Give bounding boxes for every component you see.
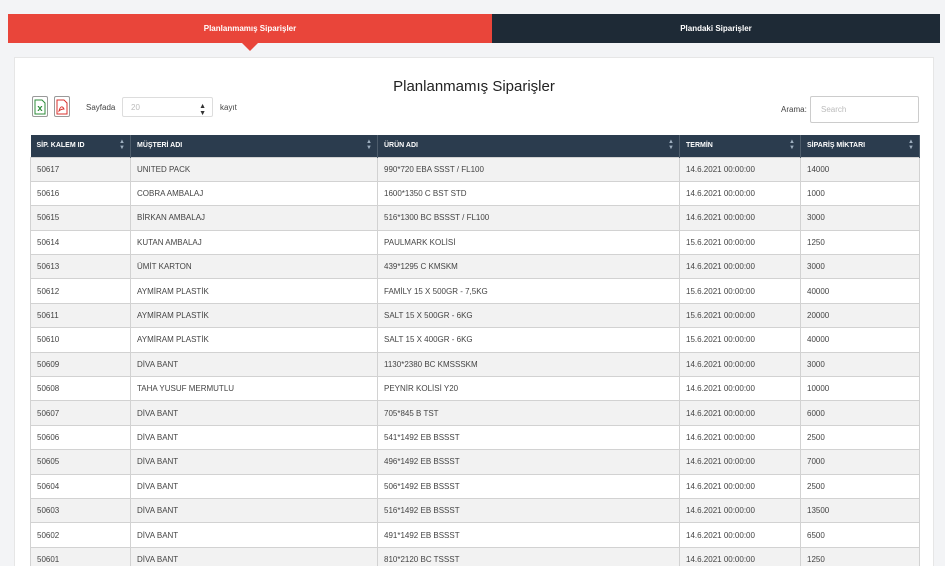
sort-arrows-icon: ▲ ▼ <box>789 139 795 151</box>
due-date-cell: 14.6.2021 00:00:00 <box>680 255 801 279</box>
customer-name-cell: KUTAN AMBALAJ <box>131 230 378 254</box>
order-item-id-cell: 50610 <box>31 328 131 352</box>
order-quantity-cell: 20000 <box>801 303 920 327</box>
customer-name-cell: COBRA AMBALAJ <box>131 181 378 205</box>
order-quantity-cell: 3000 <box>801 352 920 376</box>
product-name-cell: 1130*2380 BC KMSSSKM <box>378 352 680 376</box>
due-date-cell: 14.6.2021 00:00:00 <box>680 401 801 425</box>
order-item-id-cell: 50612 <box>31 279 131 303</box>
order-quantity-cell: 6000 <box>801 401 920 425</box>
pdf-export-icon <box>56 99 68 115</box>
order-item-id-cell: 50615 <box>31 206 131 230</box>
due-date-cell: 15.6.2021 00:00:00 <box>680 230 801 254</box>
svg-text:X: X <box>37 104 43 113</box>
tab-unplanned-orders[interactable]: Planlanmamış Siparişler <box>8 14 492 43</box>
due-date-cell: 14.6.2021 00:00:00 <box>680 352 801 376</box>
product-name-cell: 516*1300 BC BSSST / FL100 <box>378 206 680 230</box>
order-quantity-cell: 3000 <box>801 255 920 279</box>
table-row[interactable] <box>31 498 920 522</box>
customer-name-cell: ÜMİT KARTON <box>131 255 378 279</box>
column-header-customer-name[interactable]: MÜŞTERİ ADI ▲ ▼ <box>131 135 378 157</box>
product-name-cell: 439*1295 C KMSKM <box>378 255 680 279</box>
table-row[interactable] <box>31 279 920 303</box>
order-item-id-cell: 50601 <box>31 547 131 566</box>
table-row[interactable] <box>31 352 920 376</box>
table-row[interactable] <box>31 328 920 352</box>
product-name-cell: 541*1492 EB BSSST <box>378 425 680 449</box>
product-name-cell: FAMİLY 15 X 500GR - 7,5KG <box>378 279 680 303</box>
column-header-due-date[interactable]: TERMİN ▲ ▼ <box>680 135 801 157</box>
sort-arrows-icon: ▲ ▼ <box>908 139 914 151</box>
search-input[interactable] <box>810 96 919 123</box>
excel-export-icon <box>34 99 46 115</box>
order-item-id-cell: 50603 <box>31 498 131 522</box>
table-row[interactable] <box>31 255 920 279</box>
order-quantity-cell: 40000 <box>801 328 920 352</box>
table-header-row <box>31 135 920 157</box>
order-item-id-cell: 50614 <box>31 230 131 254</box>
customer-name-cell: DİVA BANT <box>131 498 378 522</box>
customer-name-cell: DİVA BANT <box>131 547 378 566</box>
order-item-id-cell: 50613 <box>31 255 131 279</box>
table-row[interactable] <box>31 303 920 327</box>
order-item-id-cell: 50607 <box>31 401 131 425</box>
due-date-cell: 15.6.2021 00:00:00 <box>680 279 801 303</box>
product-name-cell: 990*720 EBA SSST / FL100 <box>378 157 680 181</box>
table-row[interactable] <box>31 425 920 449</box>
page-size-select[interactable] <box>122 97 213 117</box>
product-name-cell: PAULMARK KOLİSİ <box>378 230 680 254</box>
customer-name-cell: DİVA BANT <box>131 450 378 474</box>
order-item-id-cell: 50617 <box>31 157 131 181</box>
customer-name-cell: DİVA BANT <box>131 425 378 449</box>
order-item-id-cell: 50611 <box>31 303 131 327</box>
orders-table <box>30 135 920 566</box>
product-name-cell: SALT 15 X 500GR - 6KG <box>378 303 680 327</box>
due-date-cell: 14.6.2021 00:00:00 <box>680 181 801 205</box>
product-name-cell: PEYNİR KOLİSİ Y20 <box>378 377 680 401</box>
order-item-id-cell: 50609 <box>31 352 131 376</box>
due-date-cell: 14.6.2021 00:00:00 <box>680 474 801 498</box>
product-name-cell: SALT 15 X 400GR - 6KG <box>378 328 680 352</box>
records-label: kayıt <box>220 103 237 112</box>
customer-name-cell: UNITED PACK <box>131 157 378 181</box>
order-quantity-cell: 14000 <box>801 157 920 181</box>
tab-planned-orders[interactable]: Plandaki Siparişler <box>492 14 940 43</box>
due-date-cell: 14.6.2021 00:00:00 <box>680 425 801 449</box>
column-header-order-quantity[interactable]: SİPARİŞ MİKTARI ▲ ▼ <box>801 135 920 157</box>
due-date-cell: 15.6.2021 00:00:00 <box>680 303 801 327</box>
sort-arrows-icon: ▲ ▼ <box>119 139 125 151</box>
order-item-id-cell: 50608 <box>31 377 131 401</box>
search-label: Arama: <box>781 105 807 114</box>
due-date-cell: 14.6.2021 00:00:00 <box>680 157 801 181</box>
order-quantity-cell: 40000 <box>801 279 920 303</box>
customer-name-cell: AYMİRAM PLASTİK <box>131 279 378 303</box>
due-date-cell: 15.6.2021 00:00:00 <box>680 328 801 352</box>
table-row[interactable] <box>31 157 920 181</box>
customer-name-cell: BİRKAN AMBALAJ <box>131 206 378 230</box>
product-name-cell: 705*845 B TST <box>378 401 680 425</box>
product-name-cell: 496*1492 EB BSSST <box>378 450 680 474</box>
column-header-order-item-id[interactable]: SİP. KALEM ID ▲ ▼ <box>31 135 131 157</box>
page-size-label: Sayfada <box>86 103 116 112</box>
order-quantity-cell: 13500 <box>801 498 920 522</box>
order-quantity-cell: 6500 <box>801 523 920 547</box>
pdf-export-button[interactable] <box>54 96 70 117</box>
excel-export-button[interactable] <box>32 96 48 117</box>
order-quantity-cell: 7000 <box>801 450 920 474</box>
sort-arrows-icon: ▲ ▼ <box>668 139 674 151</box>
product-name-cell: 491*1492 EB BSSST <box>378 523 680 547</box>
column-header-product-name[interactable]: ÜRÜN ADI ▲ ▼ <box>378 135 680 157</box>
page-title: Planlanmamış Siparişler <box>393 78 555 95</box>
product-name-cell: 506*1492 EB BSSST <box>378 474 680 498</box>
order-quantity-cell: 1250 <box>801 230 920 254</box>
order-quantity-cell: 3000 <box>801 206 920 230</box>
tab-bar <box>8 14 940 43</box>
order-quantity-cell: 2500 <box>801 425 920 449</box>
order-quantity-cell: 1000 <box>801 181 920 205</box>
order-item-id-cell: 50606 <box>31 425 131 449</box>
order-quantity-cell: 1250 <box>801 547 920 566</box>
due-date-cell: 14.6.2021 00:00:00 <box>680 523 801 547</box>
select-arrows-icon: ▲ ▼ <box>199 103 206 117</box>
table-row[interactable] <box>31 474 920 498</box>
customer-name-cell: DİVA BANT <box>131 474 378 498</box>
customer-name-cell: DİVA BANT <box>131 523 378 547</box>
table-row[interactable] <box>31 206 920 230</box>
due-date-cell: 14.6.2021 00:00:00 <box>680 498 801 522</box>
due-date-cell: 14.6.2021 00:00:00 <box>680 377 801 401</box>
sort-arrows-icon: ▲ ▼ <box>366 139 372 151</box>
due-date-cell: 14.6.2021 00:00:00 <box>680 450 801 474</box>
order-item-id-cell: 50604 <box>31 474 131 498</box>
customer-name-cell: TAHA YUSUF MERMUTLU <box>131 377 378 401</box>
order-quantity-cell: 10000 <box>801 377 920 401</box>
order-item-id-cell: 50616 <box>31 181 131 205</box>
table-row[interactable] <box>31 377 920 401</box>
customer-name-cell: DİVA BANT <box>131 401 378 425</box>
table-row[interactable] <box>31 547 920 566</box>
due-date-cell: 14.6.2021 00:00:00 <box>680 547 801 566</box>
customer-name-cell: AYMİRAM PLASTİK <box>131 303 378 327</box>
customer-name-cell: AYMİRAM PLASTİK <box>131 328 378 352</box>
customer-name-cell: DİVA BANT <box>131 352 378 376</box>
due-date-cell: 14.6.2021 00:00:00 <box>680 206 801 230</box>
table-row[interactable] <box>31 230 920 254</box>
table-body <box>31 157 920 566</box>
order-item-id-cell: 50602 <box>31 523 131 547</box>
table-row[interactable] <box>31 450 920 474</box>
page-size-value: 20 <box>131 102 140 112</box>
order-item-id-cell: 50605 <box>31 450 131 474</box>
table-row[interactable] <box>31 401 920 425</box>
product-name-cell: 1600*1350 C BST STD <box>378 181 680 205</box>
product-name-cell: 810*2120 BC TSSST <box>378 547 680 566</box>
product-name-cell: 516*1492 EB BSSST <box>378 498 680 522</box>
orders-panel <box>14 57 934 566</box>
order-quantity-cell: 2500 <box>801 474 920 498</box>
table-row[interactable] <box>31 181 920 205</box>
table-row[interactable] <box>31 523 920 547</box>
